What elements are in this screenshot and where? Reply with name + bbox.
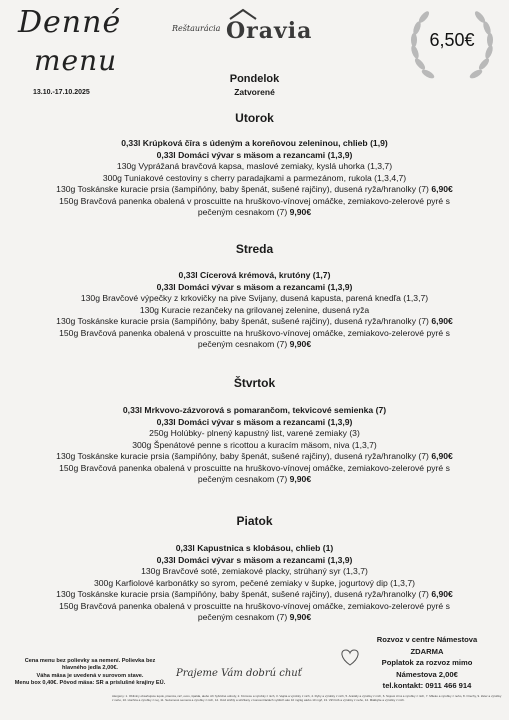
main-3: 130g Toskánske kuracie prsia (šampiňóny, baby špenát, sušené rajčiny), dusená ryža/hranolky (7) 6,90€ — [56, 316, 453, 326]
day-wednesday-menu — [0, 270, 509, 351]
soup-2: 0,33l Domáci vývar s mäsom a rezancami (1,3,9) — [156, 149, 353, 160]
soup-1: 0,33l Mrkvovo-zázvorová s pomarančom, tekvicové semienka (7) — [122, 405, 387, 415]
soup-2: 0,33l Domáci vývar s mäsom a rezancami (1,3,9) — [156, 554, 353, 565]
main-4: 150g Bravčová panenka obalená v proscuitte na hruškovo-vínovej omáčke, zemiakovo-zelerové pyré s — [59, 462, 450, 473]
day-tuesday-title: Utorok — [235, 111, 274, 125]
menu-dates: 13.10.-17.10.2025 — [33, 89, 90, 96]
delivery-line-4: Námestova 2,00€ — [396, 669, 458, 679]
delivery-line-2: ZDARMA — [410, 646, 444, 656]
main-3: 130g Toskánske kuracie prsia (šampiňóny, baby špenát, sušené rajčiny), dusená ryža/hranolky (7) 6,90€ — [56, 589, 453, 599]
main-3-price: 6,90€ — [431, 316, 453, 326]
soup-2: 0,33l Domáci vývar s mäsom a rezancami (1,3,9) — [156, 416, 353, 427]
main-4: 150g Bravčová panenka obalená v proscuitte na hruškovo-vínovej omáčke, zemiakovo-zelerové pyré s — [59, 600, 450, 611]
main-3-price: 6,90€ — [431, 589, 453, 599]
day-monday-title: Pondelok — [229, 73, 280, 85]
note-line-1: Cena menu bez polievky sa nemení. Polievka bez — [24, 658, 156, 664]
main-4-cont: pečeným cesnakom (7) 9,90€ — [197, 207, 312, 217]
main-4: 150g Bravčová panenka obalená v proscuitte na hruškovo-vínovej omáčke, zemiakovo-zelerové pyré s — [59, 195, 450, 206]
main-4-price: 9,90€ — [289, 612, 312, 622]
soup-1: 0,33l Cícerová krémová, krutóny (1,7) — [178, 270, 331, 280]
main-4-price: 9,90€ — [289, 207, 312, 217]
main-4-price: 9,90€ — [289, 339, 312, 349]
soup-2: 0,33l Domáci vývar s mäsom a rezancami (1,3,9) — [156, 281, 353, 292]
main-1: 130g Bravčové výpečky z krkovičky na pive Svijany, dusená kapusta, parená knedľa (1,3,7) — [80, 293, 429, 303]
day-tuesday-menu — [0, 138, 509, 219]
day-monday-status: Zatvorené — [234, 87, 275, 97]
menu-title-line1: Denné — [18, 5, 122, 40]
restaurant-logo — [168, 8, 328, 48]
note-line-4: Menu box 0,40€. Pôvod mäsa: SR a príslušné krajiny EÚ. — [14, 680, 166, 687]
logo-subtitle: Reštaurácia — [172, 24, 221, 33]
soup-1: 0,33l Kapustnica s klobásou, chlieb (1) — [175, 543, 334, 553]
main-4: 150g Bravčová panenka obalená v proscuitte na hruškovo-vínovej omáčke, zemiakovo-zelerové pyré s — [59, 327, 450, 338]
main-4-price: 9,90€ — [289, 474, 312, 484]
delivery-line-3: Poplatok za rozvoz mimo — [381, 658, 473, 667]
allergen-list: Alergény: 1. Obilniny obsahujúce lepok, pšenica, raž, ovos, špalda, alebo ich hybridné odrody, 2. Kôrovce a výrobky z nich, 3. Vajcia a výrobky z nich, 4. Ryby a výrobky z nich, 5. Arašidy a výrobky z nich, 6. Sójové zrná a výrobky z nich, 7. Mlieko a výrobky z neho, 8. Orechy, 9. Zeler a výrobky z neho, 10. Horčica a výrobky z nej, 11. Sezamové semená a výrobky z nich, 12. Oxid siričitý a siričitany v koncentráciách vyšších ako 10 mg/kg alebo 10 mg/l, 13. Vlčí bôb a výrobky z neho, 14. Mäkkýše a výrobky z nich. — [112, 694, 502, 702]
delivery-line-1: Rozvoz v centre Námestova — [376, 635, 478, 644]
main-1: 250g Holúbky- plnený kapustný list, varené zemiaky (3) — [149, 428, 360, 438]
main-2: 300g Tuniakové cestoviny s cherry paradajkami a parmezánom, rukola (1,3,4,7) — [102, 172, 407, 183]
menu-price: 6,50€ — [429, 30, 475, 50]
main-3: 130g Toskánske kuracie prsia (šampiňóny, baby špenát, sušené rajčiny), dusená ryža/hranolky (7) 6,90€ — [56, 184, 453, 194]
day-wednesday-title: Streda — [235, 242, 274, 256]
day-thursday-title: Štvrtok — [233, 376, 276, 390]
main-2: 300g Špenátové penne s ricottou a kuracím mäsom, niva (1,3,7) — [132, 439, 377, 450]
delivery-info — [362, 634, 492, 692]
menu-title-line2: menu — [34, 44, 118, 77]
main-3-price: 6,90€ — [431, 451, 453, 461]
logo-name: Oravia — [226, 18, 313, 44]
main-4-cont: pečeným cesnakom (7) 9,90€ — [197, 612, 312, 622]
main-1: 130g Vyprážaná bravčová kapsa, maslové zemiaky, kyslá uhorka (1,3,7) — [116, 161, 393, 171]
contact-phone: tel.kontakt: 0911 466 914 — [382, 681, 472, 690]
soup-1: 0,33l Krúpková čīra s údeným a koreňovou zeleninou, chlieb (1,9) — [121, 138, 388, 148]
day-friday-menu — [0, 543, 509, 624]
note-line-2: hlavného jedla 2,00€. — [62, 665, 118, 672]
main-4-cont: pečeným cesnakom (7) 9,90€ — [197, 339, 312, 349]
note-line-3: Váha mäsa je uvedená v surovom stave. — [36, 672, 144, 679]
main-4-cont: pečeným cesnakom (7) 9,90€ — [197, 474, 312, 484]
signature-text: Prajeme Vám dobrú chuť — [176, 668, 302, 679]
main-2: 130g Kuracie rezančeky na grilovanej zelenine, dusená ryža — [139, 304, 370, 315]
main-3-price: 6,90€ — [431, 184, 453, 194]
pricing-notes — [10, 658, 170, 688]
main-3: 130g Toskánske kuracie prsia (šampiňóny, baby špenát, sušené rajčiny), dusená ryža/hranolky (7) 6,90€ — [56, 451, 453, 461]
heart-icon — [338, 647, 362, 667]
day-friday-title: Piatok — [236, 514, 273, 528]
main-1: 130g Bravčové soté, zemiakové placky, strúhaný syr (1,3,7) — [141, 566, 368, 576]
day-thursday-menu — [0, 405, 509, 486]
main-2: 300g Karfiolové karbonátky so syrom, pečené zemiaky v šupke, jogurtový dip (1,3,7) — [94, 577, 415, 588]
